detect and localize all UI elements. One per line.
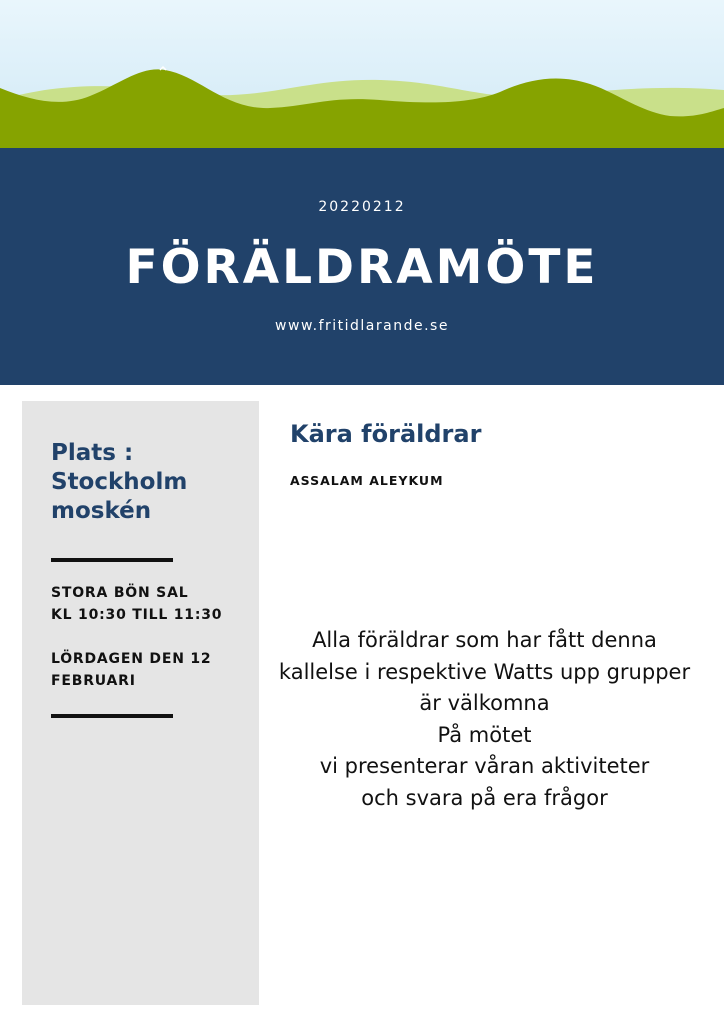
room: STORA BÖN SAL: [51, 585, 189, 601]
divider-bottom: [51, 714, 173, 718]
letter-greeting: Kära föräldrar: [290, 420, 482, 448]
location-name: Stockholm: [51, 469, 188, 495]
time: KL 10:30 TILL 11:30: [51, 607, 223, 623]
message-line: Alla föräldrar som har fått denna: [312, 628, 657, 652]
event-date: 20220212: [318, 199, 406, 215]
room-and-time: [51, 582, 251, 626]
message-line: kallelse i respektive Watts upp grupper: [278, 659, 691, 684]
landscape-illustration: [0, 0, 724, 150]
divider-top: [51, 558, 173, 562]
location-name-cont: moskén: [51, 498, 152, 524]
month: FEBRUARI: [51, 673, 136, 689]
message-line: och svara på era frågor: [361, 785, 608, 810]
page-title: FÖRÄLDRAMÖTE: [125, 240, 599, 295]
location-label: Plats :: [51, 440, 134, 466]
weekday: LÖRDAGEN DEN 12: [51, 651, 212, 667]
hills-graphic: [0, 0, 724, 150]
sidebar: [22, 401, 259, 1005]
website-link[interactable]: www.fritidlarande.se: [275, 318, 449, 334]
day-and-date: [51, 648, 251, 692]
location-heading: [51, 439, 251, 526]
letter-salutation: ASSALAM ALEYKUM: [290, 473, 444, 488]
message-line: är välkomna: [419, 691, 550, 715]
letter-message: [262, 625, 707, 814]
message-line: vi presenterar våran aktiviteter: [319, 754, 650, 778]
title-banner: [0, 148, 724, 385]
message-line: På mötet: [437, 722, 532, 747]
